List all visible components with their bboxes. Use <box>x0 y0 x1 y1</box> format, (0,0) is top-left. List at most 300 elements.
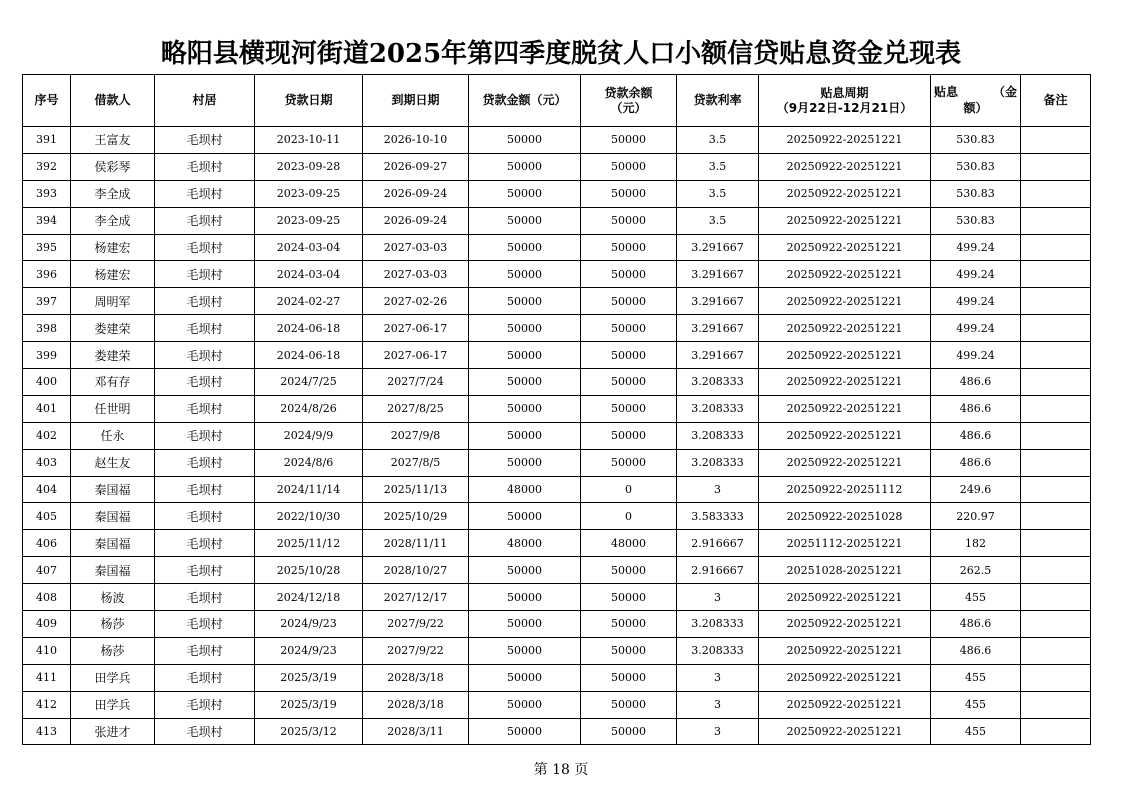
loan-date-cell: 2025/11/12 <box>255 530 363 557</box>
subsidy-cell: 455 <box>931 584 1021 611</box>
seq-cell: 402 <box>23 422 71 449</box>
header-balance <box>581 75 677 127</box>
due-date-cell: 2027-03-03 <box>363 261 469 288</box>
rate-cell: 3.208333 <box>677 395 759 422</box>
rate-cell: 2.916667 <box>677 530 759 557</box>
village-cell: 毛坝村 <box>155 691 255 718</box>
village-cell: 毛坝村 <box>155 315 255 342</box>
period-cell: 20250922-20251221 <box>759 261 931 288</box>
loan-amount-cell: 48000 <box>469 530 581 557</box>
village-cell: 毛坝村 <box>155 422 255 449</box>
balance-cell: 50000 <box>581 584 677 611</box>
period-cell: 20250922-20251221 <box>759 611 931 638</box>
loan-date-cell: 2024/9/23 <box>255 637 363 664</box>
header-balance-line2: （元） <box>610 100 647 115</box>
borrower-cell: 秦国福 <box>71 557 155 584</box>
balance-cell: 50000 <box>581 422 677 449</box>
due-date-cell: 2027-02-26 <box>363 288 469 315</box>
village-cell: 毛坝村 <box>155 476 255 503</box>
seq-cell: 405 <box>23 503 71 530</box>
borrower-cell: 李全成 <box>71 207 155 234</box>
table-row <box>23 530 1091 557</box>
remarks-cell <box>1021 503 1091 530</box>
loan-date-cell: 2024-03-04 <box>255 261 363 288</box>
subsidy-cell: 455 <box>931 718 1021 745</box>
loan-amount-cell: 50000 <box>469 288 581 315</box>
borrower-cell: 侯彩琴 <box>71 153 155 180</box>
table-row <box>23 584 1091 611</box>
table-row <box>23 664 1091 691</box>
balance-cell: 0 <box>581 476 677 503</box>
subsidy-cell: 486.6 <box>931 422 1021 449</box>
remarks-cell <box>1021 369 1091 396</box>
subsidy-cell: 455 <box>931 691 1021 718</box>
balance-cell: 50000 <box>581 180 677 207</box>
due-date-cell: 2028/3/18 <box>363 691 469 718</box>
header-period <box>759 75 931 127</box>
loan-amount-cell: 50000 <box>469 369 581 396</box>
header-remarks: 备注 <box>1021 75 1091 127</box>
period-cell: 20250922-20251221 <box>759 718 931 745</box>
loan-amount-cell: 50000 <box>469 422 581 449</box>
subsidy-cell: 530.83 <box>931 180 1021 207</box>
due-date-cell: 2028/11/11 <box>363 530 469 557</box>
loan-date-cell: 2023-09-25 <box>255 180 363 207</box>
village-cell: 毛坝村 <box>155 584 255 611</box>
seq-cell: 409 <box>23 611 71 638</box>
remarks-cell <box>1021 234 1091 261</box>
period-cell: 20250922-20251221 <box>759 342 931 369</box>
table-row <box>23 637 1091 664</box>
seq-cell: 403 <box>23 449 71 476</box>
remarks-cell <box>1021 637 1091 664</box>
balance-cell: 50000 <box>581 288 677 315</box>
borrower-cell: 任世明 <box>71 395 155 422</box>
header-subsidy-left: 贴息 <box>934 84 959 99</box>
header-subsidy-wrap <box>931 84 1020 118</box>
due-date-cell: 2027/7/24 <box>363 369 469 396</box>
rate-cell: 3 <box>677 691 759 718</box>
due-date-cell: 2025/11/13 <box>363 476 469 503</box>
rate-cell: 3.291667 <box>677 234 759 261</box>
village-cell: 毛坝村 <box>155 342 255 369</box>
period-cell: 20250922-20251221 <box>759 395 931 422</box>
remarks-cell <box>1021 584 1091 611</box>
balance-cell: 50000 <box>581 557 677 584</box>
loan-date-cell: 2024-06-18 <box>255 315 363 342</box>
village-cell: 毛坝村 <box>155 611 255 638</box>
seq-cell: 412 <box>23 691 71 718</box>
borrower-cell: 田学兵 <box>71 664 155 691</box>
seq-cell: 410 <box>23 637 71 664</box>
due-date-cell: 2026-09-24 <box>363 180 469 207</box>
borrower-cell: 王富友 <box>71 127 155 154</box>
village-cell: 毛坝村 <box>155 637 255 664</box>
remarks-cell <box>1021 127 1091 154</box>
subsidy-cell: 182 <box>931 530 1021 557</box>
table-row <box>23 207 1091 234</box>
document-title: 略阳县横现河街道2025年第四季度脱贫人口小额信贷贴息资金兑现表 <box>160 39 962 69</box>
header-loan-amount: 贷款金额（元） <box>469 75 581 127</box>
due-date-cell: 2028/3/11 <box>363 718 469 745</box>
loan-date-cell: 2024/12/18 <box>255 584 363 611</box>
loan-date-cell: 2025/3/12 <box>255 718 363 745</box>
subsidy-cell: 262.5 <box>931 557 1021 584</box>
rate-cell: 3 <box>677 664 759 691</box>
remarks-cell <box>1021 422 1091 449</box>
subsidy-cell: 486.6 <box>931 611 1021 638</box>
header-subsidy <box>931 75 1021 127</box>
borrower-cell: 赵生友 <box>71 449 155 476</box>
period-cell: 20250922-20251221 <box>759 315 931 342</box>
loan-amount-cell: 50000 <box>469 127 581 154</box>
loan-date-cell: 2024-06-18 <box>255 342 363 369</box>
balance-cell: 50000 <box>581 207 677 234</box>
remarks-cell <box>1021 691 1091 718</box>
borrower-cell: 娄建荣 <box>71 315 155 342</box>
seq-cell: 398 <box>23 315 71 342</box>
loan-date-cell: 2023-09-25 <box>255 207 363 234</box>
loan-amount-cell: 50000 <box>469 395 581 422</box>
seq-cell: 396 <box>23 261 71 288</box>
table-row <box>23 476 1091 503</box>
rate-cell: 3.291667 <box>677 342 759 369</box>
loan-amount-cell: 50000 <box>469 234 581 261</box>
remarks-cell <box>1021 288 1091 315</box>
village-cell: 毛坝村 <box>155 395 255 422</box>
borrower-cell: 田学兵 <box>71 691 155 718</box>
page-number: 第 18 页 <box>533 762 589 778</box>
due-date-cell: 2027/9/8 <box>363 422 469 449</box>
period-cell: 20250922-20251221 <box>759 449 931 476</box>
rate-cell: 3 <box>677 476 759 503</box>
balance-cell: 50000 <box>581 637 677 664</box>
rate-cell: 3.5 <box>677 180 759 207</box>
rate-cell: 3.583333 <box>677 503 759 530</box>
period-cell: 20250922-20251221 <box>759 369 931 396</box>
borrower-cell: 秦国福 <box>71 503 155 530</box>
village-cell: 毛坝村 <box>155 180 255 207</box>
remarks-cell <box>1021 530 1091 557</box>
rate-cell: 3 <box>677 584 759 611</box>
remarks-cell <box>1021 180 1091 207</box>
loan-amount-cell: 50000 <box>469 611 581 638</box>
header-due-date: 到期日期 <box>363 75 469 127</box>
loan-date-cell: 2025/3/19 <box>255 664 363 691</box>
balance-cell: 50000 <box>581 664 677 691</box>
rate-cell: 3.208333 <box>677 369 759 396</box>
balance-cell: 50000 <box>581 315 677 342</box>
due-date-cell: 2026-09-27 <box>363 153 469 180</box>
rate-cell: 3.208333 <box>677 611 759 638</box>
loan-amount-cell: 50000 <box>469 261 581 288</box>
subsidy-cell: 530.83 <box>931 153 1021 180</box>
remarks-cell <box>1021 395 1091 422</box>
table-row <box>23 611 1091 638</box>
due-date-cell: 2027/9/22 <box>363 611 469 638</box>
remarks-cell <box>1021 557 1091 584</box>
period-cell: 20251028-20251221 <box>759 557 931 584</box>
loan-date-cell: 2023-10-11 <box>255 127 363 154</box>
due-date-cell: 2027/9/22 <box>363 637 469 664</box>
table-body <box>23 127 1091 745</box>
loan-date-cell: 2023-09-28 <box>255 153 363 180</box>
loan-amount-cell: 50000 <box>469 718 581 745</box>
borrower-cell: 张进才 <box>71 718 155 745</box>
remarks-cell <box>1021 207 1091 234</box>
seq-cell: 400 <box>23 369 71 396</box>
subsidy-cell: 220.97 <box>931 503 1021 530</box>
due-date-cell: 2027/8/5 <box>363 449 469 476</box>
period-cell: 20250922-20251112 <box>759 476 931 503</box>
rate-cell: 3.208333 <box>677 637 759 664</box>
due-date-cell: 2027-06-17 <box>363 342 469 369</box>
subsidy-cell: 530.83 <box>931 127 1021 154</box>
balance-cell: 50000 <box>581 342 677 369</box>
period-cell: 20250922-20251028 <box>759 503 931 530</box>
loan-amount-cell: 48000 <box>469 476 581 503</box>
seq-cell: 397 <box>23 288 71 315</box>
loan-date-cell: 2024/8/6 <box>255 449 363 476</box>
loan-date-cell: 2024/8/26 <box>255 395 363 422</box>
borrower-cell: 李全成 <box>71 180 155 207</box>
seq-cell: 413 <box>23 718 71 745</box>
due-date-cell: 2025/10/29 <box>363 503 469 530</box>
loan-amount-cell: 50000 <box>469 664 581 691</box>
period-cell: 20250922-20251221 <box>759 153 931 180</box>
seq-cell: 404 <box>23 476 71 503</box>
balance-cell: 50000 <box>581 611 677 638</box>
table-row <box>23 234 1091 261</box>
rate-cell: 3.208333 <box>677 422 759 449</box>
subsidy-cell: 455 <box>931 664 1021 691</box>
borrower-cell: 秦国福 <box>71 530 155 557</box>
borrower-cell: 周明军 <box>71 288 155 315</box>
rate-cell: 3.5 <box>677 127 759 154</box>
loan-amount-cell: 50000 <box>469 691 581 718</box>
due-date-cell: 2027-06-17 <box>363 315 469 342</box>
borrower-cell: 任永 <box>71 422 155 449</box>
header-row <box>23 75 1091 127</box>
due-date-cell: 2026-10-10 <box>363 127 469 154</box>
subsidy-cell: 530.83 <box>931 207 1021 234</box>
loan-amount-cell: 50000 <box>469 503 581 530</box>
loan-amount-cell: 50000 <box>469 207 581 234</box>
table-row <box>23 127 1091 154</box>
village-cell: 毛坝村 <box>155 718 255 745</box>
loan-date-cell: 2024-02-27 <box>255 288 363 315</box>
table-row <box>23 718 1091 745</box>
header-loan-date: 贷款日期 <box>255 75 363 127</box>
table-row <box>23 180 1091 207</box>
village-cell: 毛坝村 <box>155 127 255 154</box>
borrower-cell: 杨建宏 <box>71 261 155 288</box>
remarks-cell <box>1021 342 1091 369</box>
due-date-cell: 2027-03-03 <box>363 234 469 261</box>
header-seq: 序号 <box>23 75 71 127</box>
subsidy-cell: 486.6 <box>931 369 1021 396</box>
subsidy-cell: 499.24 <box>931 288 1021 315</box>
balance-cell: 50000 <box>581 127 677 154</box>
due-date-cell: 2027/12/17 <box>363 584 469 611</box>
village-cell: 毛坝村 <box>155 153 255 180</box>
subsidy-cell: 499.24 <box>931 234 1021 261</box>
seq-cell: 391 <box>23 127 71 154</box>
period-cell: 20250922-20251221 <box>759 691 931 718</box>
subsidy-cell: 486.6 <box>931 637 1021 664</box>
balance-cell: 0 <box>581 503 677 530</box>
borrower-cell: 娄建荣 <box>71 342 155 369</box>
balance-cell: 50000 <box>581 395 677 422</box>
period-cell: 20250922-20251221 <box>759 584 931 611</box>
rate-cell: 3.291667 <box>677 288 759 315</box>
header-subsidy-bottom: 额） <box>963 100 988 115</box>
balance-cell: 50000 <box>581 153 677 180</box>
subsidy-cell: 499.24 <box>931 261 1021 288</box>
balance-cell: 50000 <box>581 369 677 396</box>
loan-amount-cell: 50000 <box>469 584 581 611</box>
table-row <box>23 261 1091 288</box>
village-cell: 毛坝村 <box>155 234 255 261</box>
period-cell: 20250922-20251221 <box>759 207 931 234</box>
remarks-cell <box>1021 153 1091 180</box>
seq-cell: 395 <box>23 234 71 261</box>
period-cell: 20250922-20251221 <box>759 637 931 664</box>
loan-amount-cell: 50000 <box>469 449 581 476</box>
seq-cell: 408 <box>23 584 71 611</box>
due-date-cell: 2027/8/25 <box>363 395 469 422</box>
table-row <box>23 288 1091 315</box>
balance-cell: 50000 <box>581 234 677 261</box>
rate-cell: 3.208333 <box>677 449 759 476</box>
remarks-cell <box>1021 315 1091 342</box>
loan-amount-cell: 50000 <box>469 342 581 369</box>
remarks-cell <box>1021 449 1091 476</box>
balance-cell: 48000 <box>581 530 677 557</box>
seq-cell: 401 <box>23 395 71 422</box>
seq-cell: 406 <box>23 530 71 557</box>
village-cell: 毛坝村 <box>155 207 255 234</box>
remarks-cell <box>1021 664 1091 691</box>
village-cell: 毛坝村 <box>155 530 255 557</box>
rate-cell: 2.916667 <box>677 557 759 584</box>
balance-cell: 50000 <box>581 691 677 718</box>
loan-amount-cell: 50000 <box>469 153 581 180</box>
remarks-cell <box>1021 718 1091 745</box>
table-row <box>23 691 1091 718</box>
balance-cell: 50000 <box>581 449 677 476</box>
rate-cell: 3.5 <box>677 207 759 234</box>
table-row <box>23 315 1091 342</box>
loan-amount-cell: 50000 <box>469 315 581 342</box>
header-balance-line1: 贷款余额 <box>604 85 653 100</box>
seq-cell: 411 <box>23 664 71 691</box>
due-date-cell: 2028/10/27 <box>363 557 469 584</box>
period-cell: 20250922-20251221 <box>759 180 931 207</box>
header-period-line1: 贴息周期 <box>820 85 869 100</box>
table-row <box>23 342 1091 369</box>
loan-date-cell: 2024/11/14 <box>255 476 363 503</box>
seq-cell: 393 <box>23 180 71 207</box>
subsidy-table <box>22 74 1091 745</box>
loan-amount-cell: 50000 <box>469 557 581 584</box>
header-village: 村居 <box>155 75 255 127</box>
period-cell: 20250922-20251221 <box>759 664 931 691</box>
balance-cell: 50000 <box>581 718 677 745</box>
village-cell: 毛坝村 <box>155 557 255 584</box>
table-row <box>23 153 1091 180</box>
seq-cell: 392 <box>23 153 71 180</box>
subsidy-cell: 249.6 <box>931 476 1021 503</box>
loan-date-cell: 2025/10/28 <box>255 557 363 584</box>
seq-cell: 407 <box>23 557 71 584</box>
subsidy-cell: 499.24 <box>931 315 1021 342</box>
loan-date-cell: 2024/7/25 <box>255 369 363 396</box>
borrower-cell: 邓有存 <box>71 369 155 396</box>
rate-cell: 3.291667 <box>677 315 759 342</box>
subsidy-cell: 486.6 <box>931 395 1021 422</box>
rate-cell: 3.5 <box>677 153 759 180</box>
due-date-cell: 2026-09-24 <box>363 207 469 234</box>
subsidy-cell: 486.6 <box>931 449 1021 476</box>
table-row <box>23 422 1091 449</box>
borrower-cell: 杨莎 <box>71 637 155 664</box>
balance-cell: 50000 <box>581 261 677 288</box>
header-subsidy-right: （金 <box>992 84 1017 99</box>
period-cell: 20250922-20251221 <box>759 422 931 449</box>
period-cell: 20251112-20251221 <box>759 530 931 557</box>
village-cell: 毛坝村 <box>155 503 255 530</box>
table-row <box>23 369 1091 396</box>
header-rate: 贷款利率 <box>677 75 759 127</box>
remarks-cell <box>1021 261 1091 288</box>
seq-cell: 394 <box>23 207 71 234</box>
rate-cell: 3 <box>677 718 759 745</box>
table-row <box>23 449 1091 476</box>
village-cell: 毛坝村 <box>155 449 255 476</box>
village-cell: 毛坝村 <box>155 369 255 396</box>
period-cell: 20250922-20251221 <box>759 127 931 154</box>
borrower-cell: 秦国福 <box>71 476 155 503</box>
loan-amount-cell: 50000 <box>469 637 581 664</box>
period-cell: 20250922-20251221 <box>759 288 931 315</box>
due-date-cell: 2028/3/18 <box>363 664 469 691</box>
borrower-cell: 杨莎 <box>71 611 155 638</box>
loan-date-cell: 2024-03-04 <box>255 234 363 261</box>
borrower-cell: 杨建宏 <box>71 234 155 261</box>
table-row <box>23 557 1091 584</box>
seq-cell: 399 <box>23 342 71 369</box>
loan-date-cell: 2022/10/30 <box>255 503 363 530</box>
borrower-cell: 杨波 <box>71 584 155 611</box>
remarks-cell <box>1021 611 1091 638</box>
loan-amount-cell: 50000 <box>469 180 581 207</box>
header-period-line2: （9月22日-12月21日） <box>776 100 913 115</box>
period-cell: 20250922-20251221 <box>759 234 931 261</box>
rate-cell: 3.291667 <box>677 261 759 288</box>
loan-date-cell: 2024/9/9 <box>255 422 363 449</box>
subsidy-cell: 499.24 <box>931 342 1021 369</box>
loan-date-cell: 2024/9/23 <box>255 611 363 638</box>
village-cell: 毛坝村 <box>155 664 255 691</box>
header-borrower: 借款人 <box>71 75 155 127</box>
table-row <box>23 395 1091 422</box>
loan-date-cell: 2025/3/19 <box>255 691 363 718</box>
remarks-cell <box>1021 476 1091 503</box>
village-cell: 毛坝村 <box>155 288 255 315</box>
village-cell: 毛坝村 <box>155 261 255 288</box>
table-row <box>23 503 1091 530</box>
